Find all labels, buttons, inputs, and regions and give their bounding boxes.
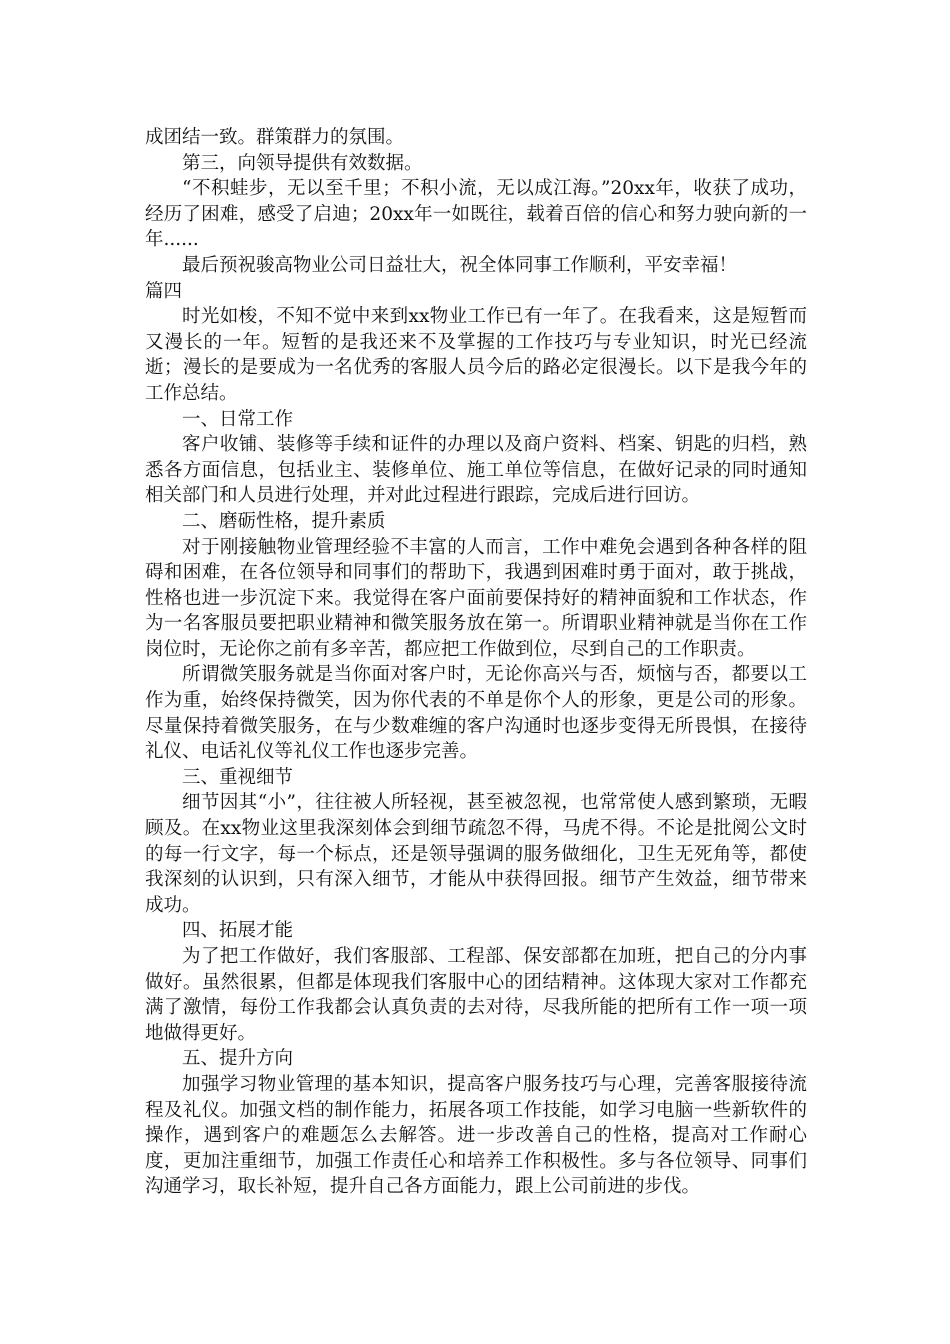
paragraph-direction: 加强学习物业管理的基本知识，提高客户服务技巧与心理，完善客服接待流程及礼仪。加强文档的制作能力，拓展各项工作技能，如学习电脑一些新软件的操作，遇到客户的难题怎么去解答。进一步改善自己的性格，提高对工作耐心度，更加注重细节，加强工作责任心和培养工作积极性。多与各位领导、同事们沟通学习，取长补短，提升自己各方面能力，跟上公司前进的步伐。 — [145, 1073, 807, 1198]
paragraph-third-point: 第三，向领导提供有效数据。 — [182, 152, 423, 174]
document-page — [145, 125, 807, 1200]
section-title-part-four: 篇四 — [145, 280, 183, 302]
heading-daily-work: 一、日常工作 — [182, 408, 294, 430]
heading-character: 二、磨砺性格，提升素质 — [182, 510, 386, 532]
heading-details: 三、重视细节 — [182, 766, 294, 788]
paragraph-character: 对于刚接触物业管理经验不丰富的人而言，工作中难免会遇到各种各样的阻碍和困难，在各位领导和同事们的帮助下，我遇到困难时勇于面对，敢于挑战，性格也进一步沉淀下来。我觉得在客户面前要保持好的精神面貌和工作状态，作为一名客服员要把职业精神和微笑服务放在第一。所谓职业精神就是当你在工作岗位时，无论你之前有多辛苦，都应把工作做到位，尽到自己的工作职责。 — [145, 536, 807, 660]
heading-skills: 四、拓展才能 — [182, 920, 294, 942]
paragraph-wishes: 最后预祝骏高物业公司日益壮大，祝全体同事工作顺利，平安幸福！ — [182, 254, 738, 276]
paragraph-details: 细节因其“小”，往往被人所轻视，甚至被忽视，也常常使人感到繁琐，无暇顾及。在xx物业这里我深刻体会到细节疏忽不得，马虎不得。不论是批阅公文时的每一行文字，每一个标点，还是领导强调的服务做细化，卫生无死角等，都使我深刻的认识到，只有深入细节，才能从中获得回报。细节产生效益，细节带来成功。 — [145, 792, 807, 916]
paragraph-daily-work: 客户收铺、装修等手续和证件的办理以及商户资料、档案、钥匙的归档，熟悉各方面信息，包括业主、装修单位、施工单位等信息，在做好记录的同时通知相关部门和人员进行处理，并对此过程进行跟踪，完成后进行回访。 — [145, 434, 807, 507]
paragraph-smile-service: 所谓微笑服务就是当你面对客户时，无论你高兴与否，烦恼与否，都要以工作为重，始终保持微笑，因为你代表的不单是你个人的形象，更是公司的形象。尽量保持着微笑服务，在与少数难缠的客户沟通时也逐步变得无所畏惧，在接待礼仪、电话礼仪等礼仪工作也逐步完善。 — [145, 664, 807, 763]
paragraph-intro: 时光如梭，不知不觉中来到xx物业工作已有一年了。在我看来，这是短暂而又漫长的一年。短暂的是我还来不及掌握的工作技巧与专业知识，时光已经流逝；漫长的是要成为一名优秀的客服人员今后的路必定很漫长。以下是我今年的工作总结。 — [145, 306, 807, 404]
paragraph-quote: “不积蛙步，无以至千里；不积小流，无以成江海。”20xx年，收获了成功，经历了困难，感受了启迪；20xx年一如既往，载着百倍的信心和努力驶向新的一年...... — [145, 178, 807, 251]
paragraph-skills: 为了把工作做好，我们客服部、工程部、保安部都在加班，把自己的分内事做好。虽然很累，但都是体现我们客服中心的团结精神。这体现大家对工作都充满了激情，每份工作我都会认真负责的去对待，尽我所能的把所有工作一项一项地做得更好。 — [145, 946, 807, 1044]
paragraph-closing-line: 成团结一致。群策群力的氛围。 — [145, 127, 405, 148]
heading-direction: 五、提升方向 — [182, 1048, 294, 1070]
